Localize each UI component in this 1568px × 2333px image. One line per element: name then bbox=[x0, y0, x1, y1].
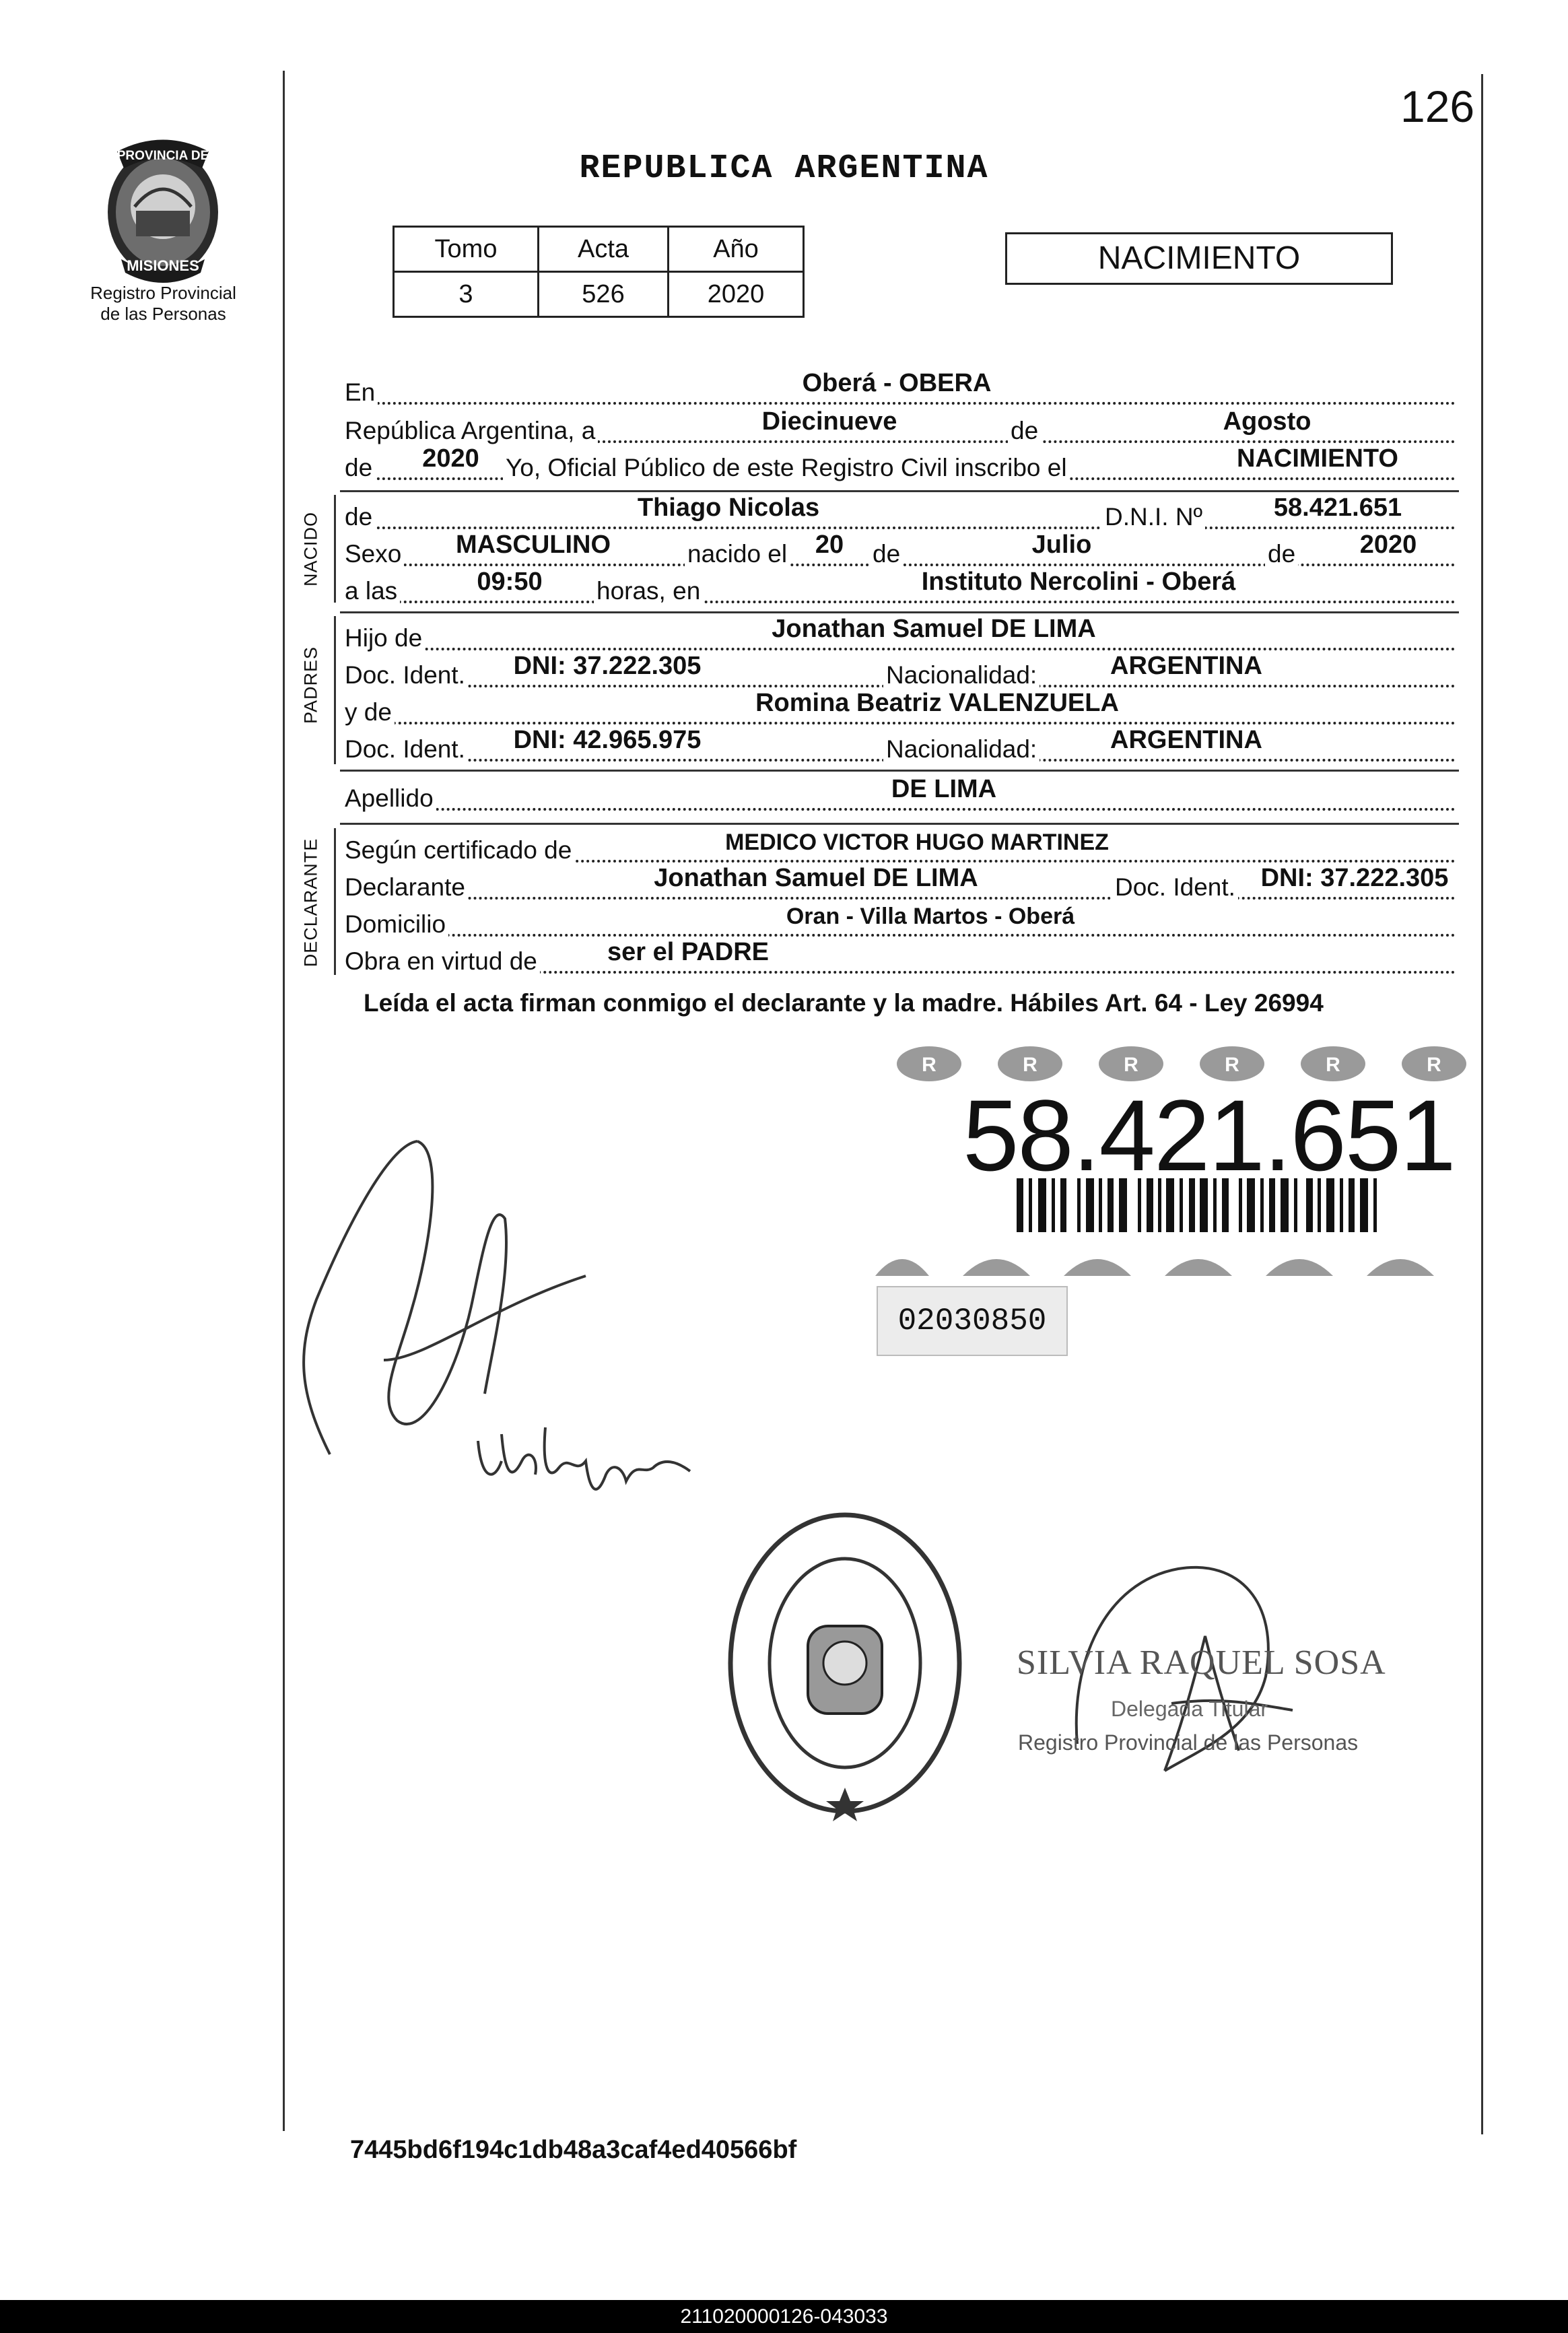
sexo-value: MASCULINO bbox=[455, 531, 611, 559]
svg-text:PROVINCIA DE: PROVINCIA DE bbox=[116, 149, 209, 163]
tomo-value: 3 bbox=[394, 272, 539, 317]
obra-label: Obra en virtud de bbox=[345, 943, 540, 980]
dni-label: D.N.I. Nº bbox=[1102, 498, 1205, 536]
document-hash: 7445bd6f194c1db48a3caf4ed40566bf bbox=[350, 2136, 797, 2164]
madre-nacionalidad-label: Nacionalidad: bbox=[883, 731, 1039, 768]
separator-line bbox=[340, 490, 1459, 492]
acta-label: Acta bbox=[539, 227, 669, 272]
nacido-el-label: nacido el bbox=[685, 535, 790, 573]
nacido-de2-label: de bbox=[870, 535, 903, 573]
apellido-value: DE LIMA bbox=[891, 775, 997, 803]
declarante-section-bar bbox=[334, 828, 336, 975]
svg-text:R: R bbox=[1427, 1054, 1441, 1076]
y-de-label: y de bbox=[345, 694, 395, 731]
domicilio-label: Domicilio bbox=[345, 906, 448, 943]
horas-en-label: horas, en bbox=[594, 572, 703, 610]
sexo-label: Sexo bbox=[345, 535, 404, 573]
serial-code: 02030850 bbox=[877, 1286, 1068, 1356]
madre-value: Romina Beatriz VALENZUELA bbox=[755, 689, 1119, 717]
separator-line bbox=[340, 823, 1459, 825]
left-margin-line bbox=[283, 71, 285, 2131]
footer-code-bar bbox=[0, 2300, 1568, 2333]
nacido-section-bar bbox=[334, 495, 336, 603]
declarante-doc-label: Doc. Ident. bbox=[1112, 869, 1238, 906]
document-type-box: NACIMIENTO bbox=[1005, 232, 1393, 285]
madre-doc-value: DNI: 42.965.975 bbox=[513, 726, 702, 754]
svg-text:R: R bbox=[922, 1054, 936, 1076]
delegate-name: SILVIA RAQUEL SOSA bbox=[1017, 1644, 1386, 1682]
de2-label: de bbox=[345, 449, 375, 487]
logo-caption-line1: Registro Provincial bbox=[90, 283, 236, 303]
declarante-value: Jonathan Samuel DE LIMA bbox=[654, 864, 978, 892]
row-madre-doc bbox=[345, 726, 1456, 768]
yo-text: Yo, Oficial Público de este Registro Civil inscribo el bbox=[503, 449, 1070, 487]
logo-caption-line2: de las Personas bbox=[100, 304, 226, 324]
obra-value: ser el PADRE bbox=[607, 938, 770, 966]
apellido-label: Apellido bbox=[345, 780, 436, 817]
closing-statement: Leída el acta firman conmigo el declarante y la madre. Hábiles Art. 64 - Ley 26994 bbox=[364, 989, 1324, 1017]
hora-value: 09:50 bbox=[477, 568, 543, 596]
row-obra bbox=[345, 938, 1456, 980]
security-label-number: 58.421.651 bbox=[963, 1079, 1455, 1192]
nacido-dni-value: 58.421.651 bbox=[1273, 494, 1402, 522]
padres-section-bar bbox=[334, 616, 336, 764]
anio-label: Año bbox=[669, 227, 804, 272]
separator-line bbox=[340, 611, 1459, 613]
row-en bbox=[345, 369, 1456, 411]
padre-nacionalidad-value: ARGENTINA bbox=[1110, 652, 1262, 680]
a-las-label: a las bbox=[345, 572, 400, 610]
anio-value: 2020 bbox=[669, 272, 804, 317]
certificado-value: MEDICO VICTOR HUGO MARTINEZ bbox=[725, 830, 1109, 855]
row-inscribo bbox=[345, 444, 1456, 487]
svg-text:MISIONES: MISIONES bbox=[127, 257, 199, 274]
republica-label: República Argentina, a bbox=[345, 412, 598, 450]
certificado-label: Según certificado de bbox=[345, 832, 574, 869]
madre-nacionalidad-value: ARGENTINA bbox=[1110, 726, 1262, 754]
en-label: En bbox=[345, 374, 378, 411]
separator-line bbox=[340, 770, 1459, 772]
hijo-de-label: Hijo de bbox=[345, 619, 425, 657]
nacido-de3-label: de bbox=[1265, 535, 1298, 573]
mother-signature bbox=[475, 1421, 717, 1508]
declarante-section-label: DECLARANTE bbox=[300, 838, 321, 968]
anio-record-value: 2020 bbox=[422, 444, 479, 473]
row-hora bbox=[345, 568, 1456, 610]
dia-value: Diecinueve bbox=[761, 407, 897, 436]
page-number: 126 bbox=[1400, 81, 1475, 131]
madre-doc-label: Doc. Ident. bbox=[345, 731, 468, 768]
padres-section-label: PADRES bbox=[300, 646, 321, 724]
delegate-title: Delegada Titular bbox=[1111, 1697, 1268, 1721]
svg-text:R: R bbox=[1023, 1054, 1037, 1076]
record-meta-table bbox=[393, 226, 805, 318]
de-label: de bbox=[1008, 412, 1041, 450]
lugar-value: Instituto Nercolini - Oberá bbox=[921, 568, 1236, 596]
row-apellido bbox=[345, 775, 1456, 817]
nacido-nombre-value: Thiago Nicolas bbox=[637, 494, 820, 522]
delegation-stamp bbox=[720, 1505, 969, 1821]
logo-caption bbox=[61, 283, 266, 325]
nacido-mes-value: Julio bbox=[1031, 531, 1092, 559]
row-declarante bbox=[345, 864, 1456, 906]
en-value: Oberá - OBERA bbox=[802, 369, 992, 397]
row-domicilio bbox=[345, 906, 1456, 943]
nacido-anio-value: 2020 bbox=[1359, 531, 1417, 559]
declarante-label: Declarante bbox=[345, 869, 468, 906]
declarante-doc-value: DNI: 37.222.305 bbox=[1260, 864, 1449, 892]
nacido-de-label: de bbox=[345, 498, 375, 536]
nacido-section-label: NACIDO bbox=[300, 512, 321, 587]
svg-text:R: R bbox=[1225, 1054, 1239, 1076]
svg-text:R: R bbox=[1124, 1054, 1138, 1076]
footer-code: 211020000126-043033 bbox=[680, 2305, 888, 2328]
nacido-dia-value: 20 bbox=[815, 531, 844, 559]
document-title: REPUBLICA ARGENTINA bbox=[579, 149, 989, 188]
domicilio-value: Oran - Villa Martos - Oberá bbox=[786, 904, 1075, 929]
right-margin-line bbox=[1481, 74, 1483, 2134]
padre-doc-value: DNI: 37.222.305 bbox=[513, 652, 702, 680]
padre-doc-label: Doc. Ident. bbox=[345, 656, 468, 694]
padre-nacionalidad-label: Nacionalidad: bbox=[883, 656, 1039, 694]
tomo-label: Tomo bbox=[394, 227, 539, 272]
acta-value: 526 bbox=[539, 272, 669, 317]
mes-value: Agosto bbox=[1223, 407, 1311, 436]
inscripcion-value: NACIMIENTO bbox=[1237, 444, 1398, 473]
padre-value: Jonathan Samuel DE LIMA bbox=[772, 615, 1096, 643]
svg-text:R: R bbox=[1326, 1054, 1340, 1076]
delegate-organization: Registro Provincial de las Personas bbox=[1018, 1730, 1359, 1755]
